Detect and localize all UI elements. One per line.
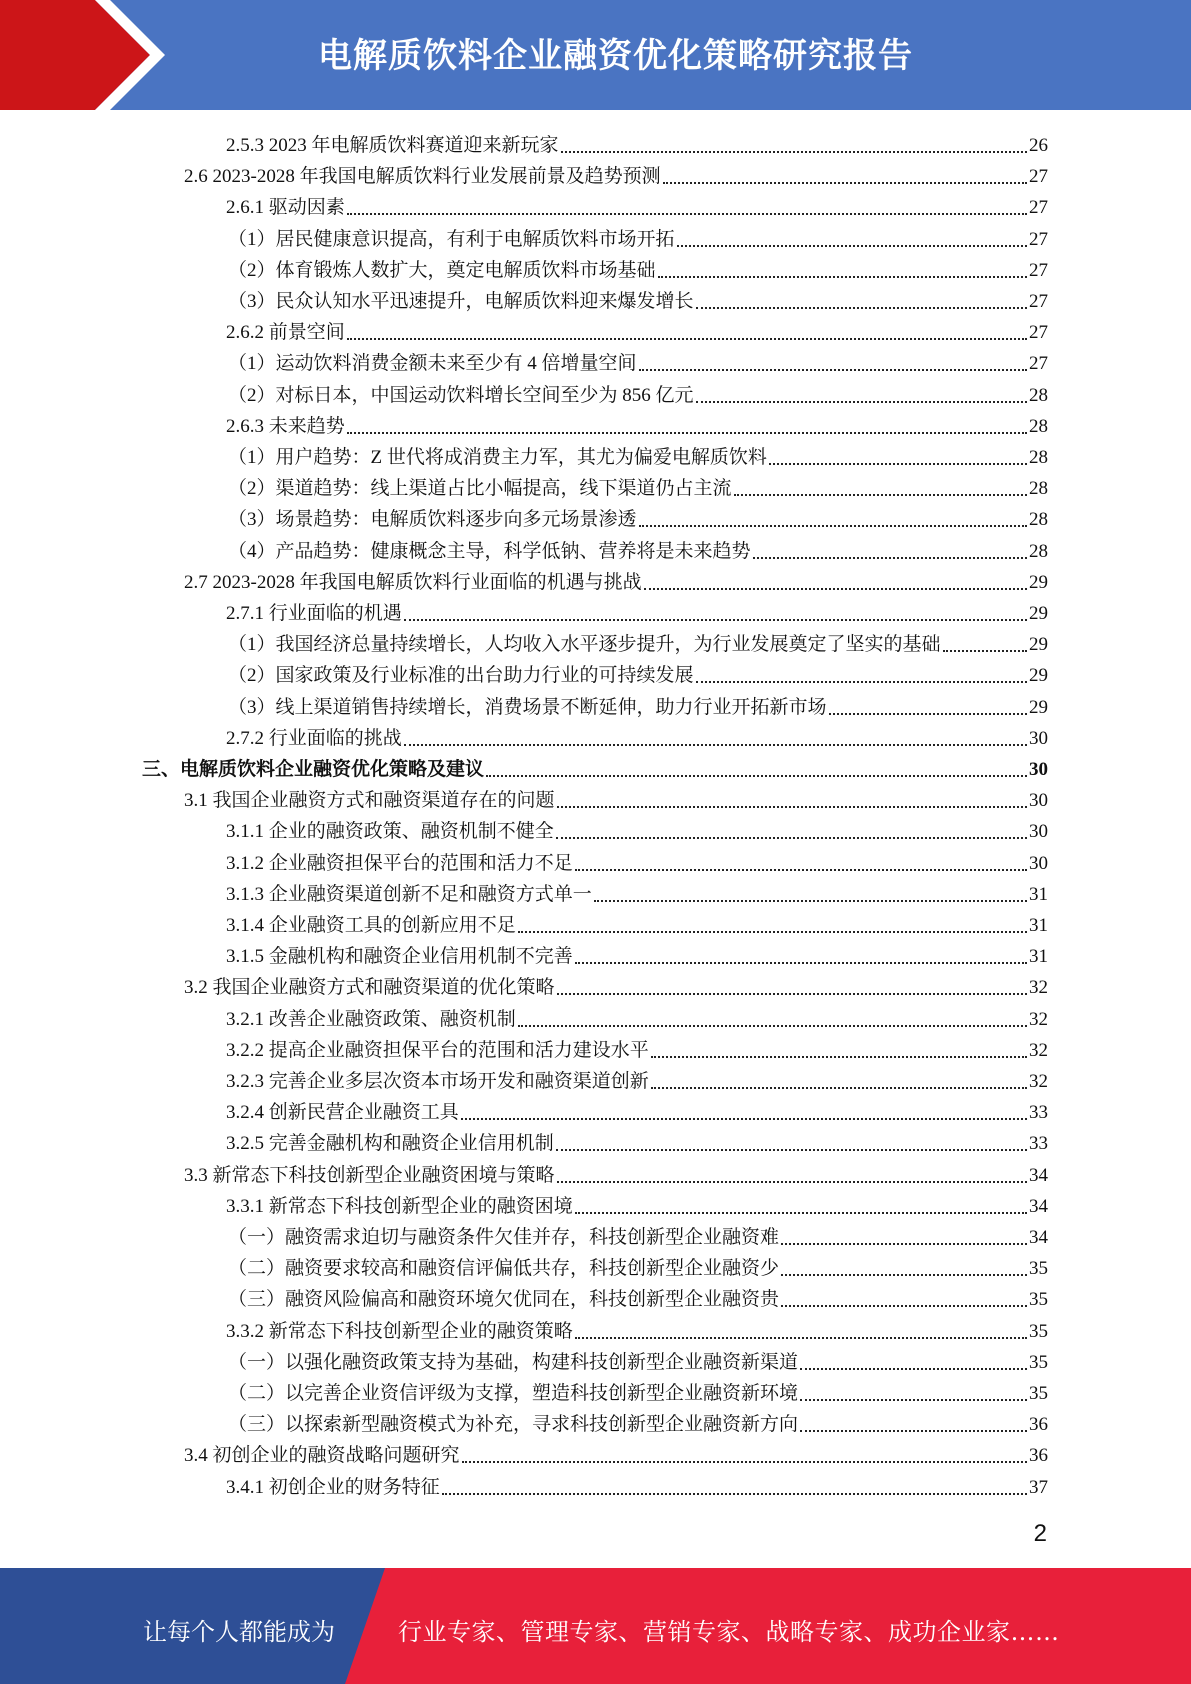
toc-dot-leader — [658, 276, 1027, 278]
toc-entry-title: 3.1.1 企业的融资政策、融资机制不健全 — [226, 821, 554, 843]
toc-entry[interactable] — [226, 813, 1048, 844]
toc-entry-page: 28 — [1029, 478, 1048, 500]
toc-dot-leader — [677, 245, 1027, 247]
toc-dot-leader — [557, 806, 1027, 808]
toc-entry-title: 2.7 2023-2028 年我国电解质饮料行业面临的机遇与挑战 — [184, 571, 642, 593]
toc-dot-leader — [651, 1087, 1027, 1089]
toc-entry-page: 28 — [1029, 540, 1048, 562]
toc-entry-page: 27 — [1029, 228, 1048, 250]
toc-entry-title: 2.6.3 未来趋势 — [226, 415, 345, 437]
toc-entry[interactable] — [228, 345, 1048, 376]
toc-entry-title: 2.6 2023-2028 年我国电解质饮料行业发展前景及趋势预测 — [184, 166, 661, 188]
toc-entry[interactable] — [228, 283, 1048, 314]
toc-entry-title: 3.3 新常态下科技创新型企业融资困境与策略 — [184, 1164, 555, 1186]
toc-dot-leader — [462, 1461, 1027, 1463]
toc-entry[interactable] — [228, 1281, 1048, 1312]
toc-dot-leader — [696, 307, 1027, 309]
toc-dot-leader — [575, 1337, 1027, 1339]
toc-entry[interactable] — [226, 1313, 1048, 1344]
toc-entry[interactable] — [184, 969, 1048, 1000]
toc-dot-leader — [781, 1243, 1027, 1245]
toc-entry-title: 3.3.1 新常态下科技创新型企业的融资困境 — [226, 1195, 573, 1217]
toc-dot-leader — [651, 1056, 1027, 1058]
toc-entry-title: 2.6.1 驱动因素 — [226, 197, 345, 219]
toc-entry-page: 29 — [1029, 696, 1048, 718]
toc-entry-page: 35 — [1029, 1289, 1048, 1311]
toc-entry-page: 27 — [1029, 197, 1048, 219]
toc-entry-title: （1）我国经济总量持续增长，人均收入水平逐步提升，为行业发展奠定了坚实的基础 — [228, 634, 941, 656]
toc-entry[interactable] — [226, 1469, 1048, 1500]
toc-entry-title: （2）国家政策及行业标准的出台助力行业的可持续发展 — [228, 665, 694, 687]
toc-entry-title: 3.4.1 初创企业的财务特征 — [226, 1476, 440, 1498]
toc-entry[interactable] — [226, 876, 1048, 907]
toc-entry[interactable] — [226, 845, 1048, 876]
toc-dot-leader — [518, 1025, 1027, 1027]
toc-entry[interactable] — [226, 938, 1048, 969]
toc-entry-title: （3）线上渠道销售持续增长，消费场景不断延伸，助力行业开拓新市场 — [228, 696, 827, 718]
toc-entry-page: 35 — [1029, 1351, 1048, 1373]
toc-entry[interactable] — [228, 689, 1048, 720]
toc-dot-leader — [594, 900, 1027, 902]
toc-entry[interactable] — [226, 907, 1048, 938]
toc-entry-title: 2.7.1 行业面临的机遇 — [226, 603, 402, 624]
toc-dot-leader — [561, 151, 1027, 153]
toc-entry-page: 27 — [1029, 322, 1048, 344]
toc-entry[interactable] — [228, 439, 1048, 470]
toc-dot-leader — [486, 775, 1027, 777]
toc-dot-leader — [404, 744, 1027, 746]
toc-dot-leader — [404, 619, 1027, 621]
toc-entry-page: 30 — [1029, 821, 1048, 843]
toc-dot-leader — [556, 837, 1027, 839]
report-header — [0, 0, 1191, 110]
page-number: 2 — [1033, 1520, 1047, 1547]
toc-entry-title: 3.2.4 创新民营企业融资工具 — [226, 1102, 459, 1124]
toc-dot-leader — [575, 869, 1027, 871]
toc-entry-title: （1）居民健康意识提高，有利于电解质饮料市场开拓 — [228, 228, 675, 250]
toc-entry[interactable] — [228, 377, 1048, 408]
toc-entry-page: 27 — [1029, 166, 1048, 188]
toc-entry-title: （2）体育锻炼人数扩大，奠定电解质饮料市场基础 — [228, 259, 656, 281]
toc-entry[interactable] — [226, 720, 1048, 751]
toc-entry[interactable] — [226, 1063, 1048, 1094]
toc-dot-leader — [769, 463, 1027, 465]
toc-entry[interactable] — [228, 1344, 1048, 1375]
toc-entry-page: 36 — [1029, 1445, 1048, 1467]
toc-entry-title: （二）融资要求较高和融资信评偏低共存，科技创新型企业融资少 — [228, 1258, 780, 1280]
toc-entry-page: 29 — [1029, 665, 1048, 687]
toc-entry[interactable] — [226, 314, 1048, 345]
toc-entry[interactable] — [228, 501, 1048, 532]
toc-entry[interactable] — [184, 158, 1048, 189]
toc-entry[interactable] — [226, 595, 1048, 626]
toc-entry-title: 3.1.3 企业融资渠道创新不足和融资方式单一 — [226, 883, 592, 905]
toc-entry-page: 29 — [1029, 634, 1048, 656]
toc-entry[interactable] — [226, 189, 1048, 220]
toc-dot-leader — [556, 1149, 1027, 1151]
toc-entry-page: 31 — [1029, 946, 1048, 968]
toc-entry-page: 28 — [1029, 415, 1048, 437]
toc-dot-leader — [639, 525, 1027, 527]
toc-entry-page: 28 — [1029, 447, 1048, 468]
toc-dot-leader — [442, 1493, 1027, 1495]
toc-entry-page: 35 — [1029, 1383, 1048, 1404]
toc-entry[interactable] — [226, 1001, 1048, 1032]
toc-entry-title: 2.5.3 2023 年电解质饮料赛道迎来新玩家 — [226, 135, 559, 156]
toc-entry[interactable] — [228, 1406, 1048, 1437]
toc-dot-leader — [800, 1399, 1027, 1401]
toc-entry[interactable] — [228, 221, 1048, 252]
toc-entry[interactable] — [184, 564, 1048, 595]
toc-entry[interactable] — [142, 751, 1048, 782]
toc-entry[interactable] — [226, 127, 1048, 158]
toc-entry-title: （二）以完善企业资信评级为支撑，塑造科技创新型企业融资新环境 — [228, 1383, 799, 1404]
toc-entry-page: 32 — [1029, 977, 1048, 999]
toc-dot-leader — [829, 713, 1027, 715]
toc-entry-title: 3.2 我国企业融资方式和融资渠道的优化策略 — [184, 977, 555, 999]
footer-slogan-left: 让每个人都能成为 — [143, 1618, 335, 1646]
toc-dot-leader — [347, 213, 1027, 215]
toc-dot-leader — [781, 1305, 1027, 1307]
toc-entry-title: 3.1.2 企业融资担保平台的范围和活力不足 — [226, 852, 573, 874]
toc-entry-page: 27 — [1029, 259, 1048, 281]
toc-entry-page: 28 — [1029, 384, 1048, 406]
toc-entry-page: 32 — [1029, 1008, 1048, 1030]
toc-dot-leader — [575, 962, 1027, 964]
toc-entry[interactable] — [226, 1094, 1048, 1125]
toc-entry-page: 36 — [1029, 1414, 1048, 1436]
toc-entry-title: 2.7.2 行业面临的挑战 — [226, 727, 402, 749]
toc-entry[interactable] — [184, 1437, 1048, 1468]
toc-entry[interactable] — [184, 1157, 1048, 1188]
toc-entry[interactable] — [228, 1250, 1048, 1281]
toc-dot-leader — [639, 369, 1027, 371]
toc-entry-title: （一）以强化融资政策支持为基础，构建科技创新型企业融资新渠道 — [228, 1351, 799, 1373]
toc-dot-leader — [800, 1430, 1027, 1432]
toc-entry-page: 32 — [1029, 1039, 1048, 1061]
toc-entry-title: （3）民众认知水平迅速提升，电解质饮料迎来爆发增长 — [228, 291, 694, 312]
toc-entry[interactable] — [226, 1032, 1048, 1063]
toc-entry-title: （2）渠道趋势：线上渠道占比小幅提高，线下渠道仍占主流 — [228, 478, 732, 500]
toc-entry-page: 29 — [1029, 603, 1048, 624]
toc-entry-page: 27 — [1029, 291, 1048, 312]
toc-entry-page: 30 — [1029, 790, 1048, 812]
toc-entry-page: 28 — [1029, 509, 1048, 531]
toc-entry-title: 3.2.1 改善企业融资政策、融资机制 — [226, 1008, 516, 1030]
toc-entry-page: 30 — [1029, 852, 1048, 874]
toc-entry-page: 37 — [1029, 1476, 1048, 1498]
toc-entry-title: 3.4 初创企业的融资战略问题研究 — [184, 1445, 460, 1467]
toc-entry[interactable] — [184, 782, 1048, 813]
toc-dot-leader — [644, 588, 1027, 590]
report-title: 电解质饮料企业融资优化策略研究报告 — [318, 36, 913, 76]
toc-entry-page: 31 — [1029, 883, 1048, 905]
toc-entry-title: （一）融资需求迫切与融资条件欠佳并存，科技创新型企业融资难 — [228, 1227, 780, 1248]
footer-slogan-right: 行业专家、管理专家、营销专家、战略专家、成功企业家…… — [398, 1618, 1060, 1646]
toc-entry-page: 35 — [1029, 1320, 1048, 1342]
toc-entry-page: 32 — [1029, 1071, 1048, 1092]
toc-entry-title: 3.2.2 提高企业融资担保平台的范围和活力建设水平 — [226, 1039, 649, 1061]
toc-dot-leader — [943, 650, 1027, 652]
toc-entry[interactable] — [228, 533, 1048, 564]
toc-entry-title: 3.1 我国企业融资方式和融资渠道存在的问题 — [184, 790, 555, 812]
toc-dot-leader — [518, 931, 1027, 933]
toc-dot-leader — [781, 1274, 1027, 1276]
toc-entry-page: 30 — [1029, 727, 1048, 749]
toc-entry-title: 三、电解质饮料企业融资优化策略及建议 — [142, 759, 485, 780]
toc-entry-page: 34 — [1029, 1227, 1048, 1248]
toc-entry-page: 31 — [1029, 915, 1048, 936]
toc-dot-leader — [800, 1368, 1027, 1370]
toc-entry[interactable] — [226, 408, 1048, 439]
toc-entry[interactable] — [228, 1375, 1048, 1406]
toc-dot-leader — [557, 1181, 1027, 1183]
toc-entry[interactable] — [228, 1219, 1048, 1250]
toc-entry-page: 29 — [1029, 571, 1048, 593]
toc-entry-page: 33 — [1029, 1102, 1048, 1124]
toc-entry-page: 30 — [1029, 759, 1048, 780]
toc-entry[interactable] — [228, 626, 1048, 657]
toc-entry[interactable] — [228, 657, 1048, 688]
toc-entry-title: （4）产品趋势：健康概念主导，科学低钠、营养将是未来趋势 — [228, 540, 751, 562]
toc-dot-leader — [347, 432, 1027, 434]
toc-entry-title: （2）对标日本，中国运动饮料增长空间至少为 856 亿元 — [228, 384, 694, 406]
toc-dot-leader — [557, 993, 1027, 995]
toc-dot-leader — [753, 557, 1027, 559]
toc-dot-leader — [734, 494, 1027, 496]
toc-dot-leader — [696, 401, 1027, 403]
toc-entry-title: 3.2.5 完善金融机构和融资企业信用机制 — [226, 1133, 554, 1155]
toc-entry-title: （三）以探索新型融资模式为补充，寻求科技创新型企业融资新方向 — [228, 1414, 799, 1436]
toc-dot-leader — [575, 1212, 1027, 1214]
toc-dot-leader — [663, 182, 1027, 184]
toc-entry-title: 3.1.4 企业融资工具的创新应用不足 — [226, 915, 516, 936]
toc-entry-page: 27 — [1029, 353, 1048, 375]
toc-entry-title: （3）场景趋势：电解质饮料逐步向多元场景渗透 — [228, 509, 637, 531]
toc-entry[interactable] — [226, 1125, 1048, 1156]
toc-entry-page: 34 — [1029, 1164, 1048, 1186]
toc-entry-page: 35 — [1029, 1258, 1048, 1280]
toc-entry-page: 33 — [1029, 1133, 1048, 1155]
toc-entry-title: （1）用户趋势：Z 世代将成消费主力军，其尤为偏爱电解质饮料 — [228, 447, 767, 468]
toc-entry-title: 3.3.2 新常态下科技创新型企业的融资策略 — [226, 1320, 573, 1342]
toc-entry-title: 3.1.5 金融机构和融资企业信用机制不完善 — [226, 946, 573, 968]
toc-entry[interactable] — [226, 1188, 1048, 1219]
toc-entry-page: 26 — [1029, 135, 1048, 156]
toc-entry-title: 3.2.3 完善企业多层次资本市场开发和融资渠道创新 — [226, 1071, 649, 1092]
toc-entry-title: 2.6.2 前景空间 — [226, 322, 345, 344]
toc-dot-leader — [696, 681, 1027, 683]
toc-entry-title: （1）运动饮料消费金额未来至少有 4 倍增量空间 — [228, 353, 637, 375]
toc-dot-leader — [347, 338, 1027, 340]
toc-entry[interactable] — [228, 252, 1048, 283]
toc-entry-page: 34 — [1029, 1195, 1048, 1217]
toc-entry[interactable] — [228, 470, 1048, 501]
toc-dot-leader — [461, 1118, 1027, 1120]
report-footer — [0, 1568, 1191, 1684]
toc-entry-title: （三）融资风险偏高和融资环境欠优同在，科技创新型企业融资贵 — [228, 1289, 780, 1311]
